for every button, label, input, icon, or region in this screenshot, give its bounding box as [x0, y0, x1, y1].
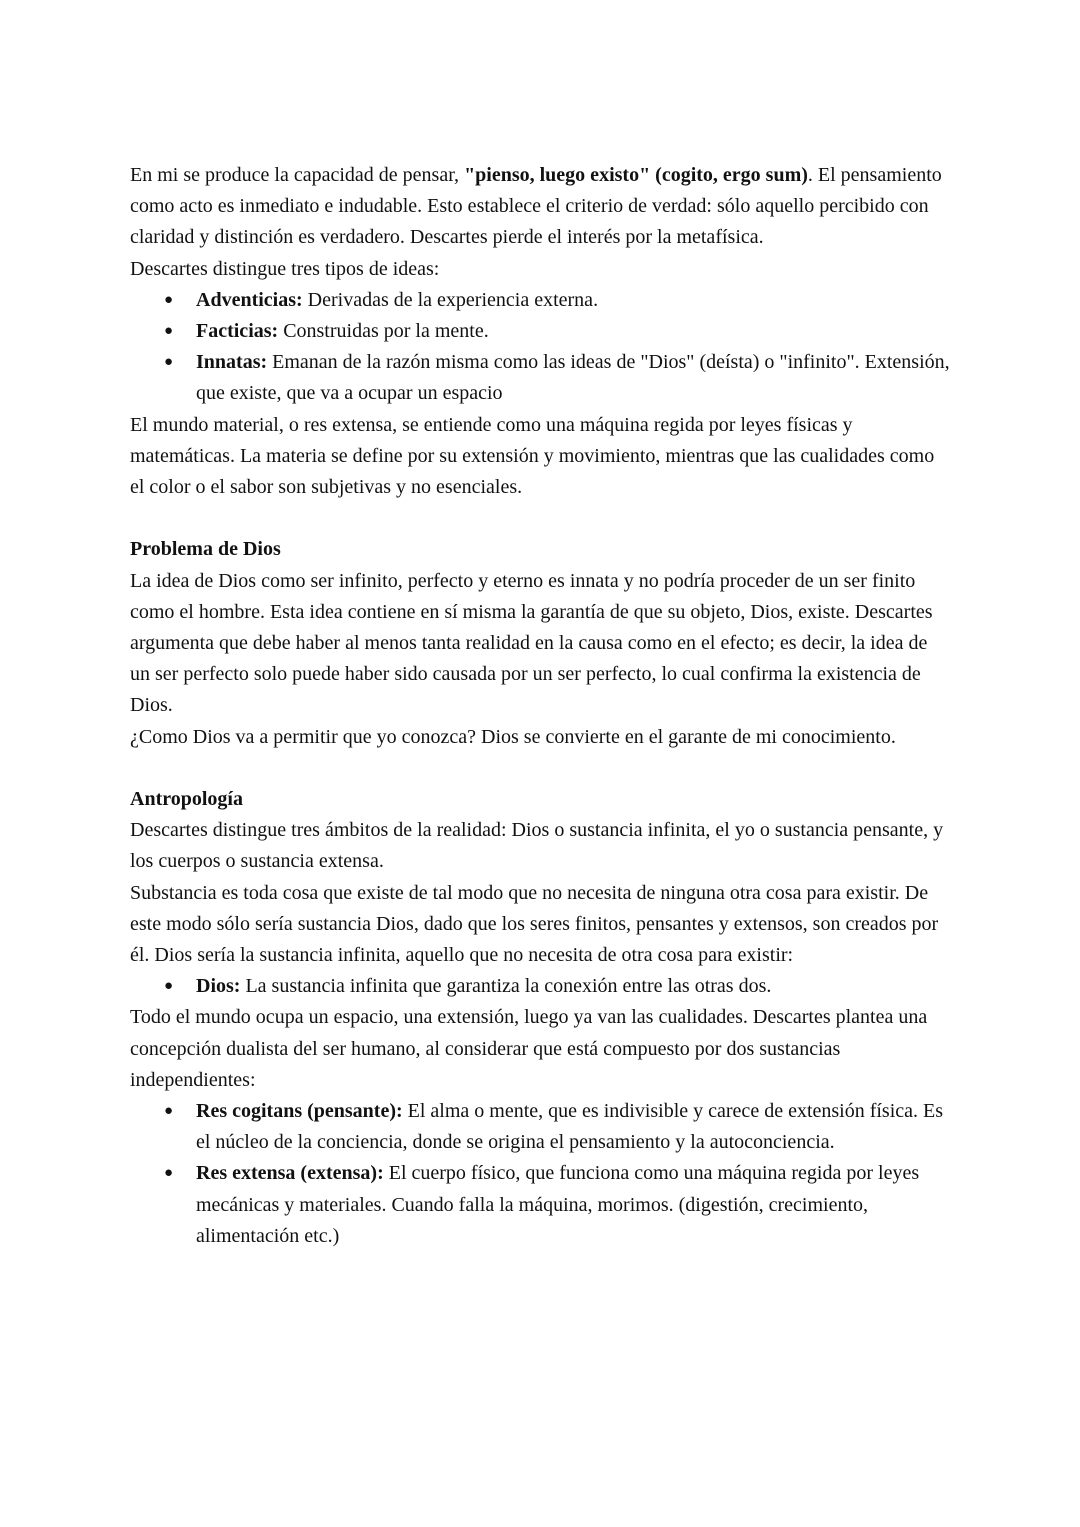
list-item-term: Res extensa (extensa):	[196, 1162, 384, 1185]
antropologia-paragraph-2: Substancia es toda cosa que existe de tal modo que no necesita de ninguna otra cosa para existir. De este modo sólo sería sustancia Dios, dado que los seres finitos, pensantes y extensos, son creados por él. Dios sería la sustancia infinita, aquello que no necesita de otra cosa para existir:	[130, 881, 939, 967]
list-item-text: La sustancia infinita que garantiza la conexión entre las otras dos.	[240, 975, 772, 998]
res-extensa-paragraph: El mundo material, o res extensa, se entiende como una máquina regida por leyes físicas y matemáticas. La materia se define por su extensión y movimiento, mientras que las cualidades como el color o el sabor son subjetivas y no esenciales.	[130, 413, 935, 499]
antropologia-paragraph-1: Descartes distingue tres ámbitos de la realidad: Dios o sustancia infinita, el yo o sustancia pensante, y los cuerpos o sustancia extensa.	[130, 819, 944, 873]
dios-paragraph-2: ¿Como Dios va a permitir que yo conozca? Dios se convierte en el garante de mi conocimiento.	[130, 725, 896, 748]
ideas-intro-paragraph: Descartes distingue tres tipos de ideas:	[130, 257, 440, 280]
list-item-dios	[130, 971, 950, 1002]
sustancia-list	[130, 971, 950, 1002]
section-heading-antropologia: Antropología	[130, 788, 243, 811]
cogito-lead-text: En mi se produce la capacidad de pensar,	[130, 164, 465, 186]
list-item-term: Dios:	[196, 975, 241, 998]
list-item-text: Emanan de la razón misma como las ideas de "Dios" (deísta) o "infinito". Extensión, que existe, que va a ocupar un espacio	[196, 351, 950, 405]
list-item-text: Construidas por la mente.	[278, 320, 489, 343]
section-heading-dios: Problema de Dios	[130, 538, 281, 561]
intro-paragraph-cogito	[130, 160, 950, 254]
list-item-term: Res cogitans (pensante):	[196, 1100, 403, 1123]
list-item-term: Facticias:	[196, 320, 279, 343]
cogito-bold-text: "pienso, luego existo" (cogito, ergo sum)	[464, 164, 808, 186]
list-item-term: Innatas:	[196, 351, 268, 374]
list-item-term: Adventicias:	[196, 288, 303, 311]
list-item-text: Derivadas de la experiencia externa.	[302, 288, 599, 311]
paragraph-spacer	[130, 503, 950, 534]
antropologia-paragraph-3: Todo el mundo ocupa un espacio, una extensión, luego ya van las cualidades. Descartes plantea una concepción dualista del ser humano, al considerar que está compuesto por dos sustancias independientes:	[130, 1006, 928, 1091]
list-item-innatas	[130, 347, 950, 409]
list-item-res-cogitans	[130, 1096, 950, 1158]
document-page	[130, 160, 950, 1252]
ideas-list	[130, 285, 950, 410]
dios-paragraph-1: La idea de Dios como ser infinito, perfecto y eterno es innata y no podría proceder de un ser finito como el hombre. Esta idea contiene en sí misma la garantía de que su objeto, Dios, existe. Descartes argumenta que debe haber al menos tanta realidad en la causa como en el efecto; es decir, la idea de un ser perfecto solo puede haber sido causada por un ser perfecto, lo cual confirma la existencia de Dios.	[130, 569, 933, 717]
list-item-facticias	[130, 316, 950, 347]
cogito-rest-text: . El pensamiento como acto es inmediato e indudable. Esto establece el criterio de verdad: sólo aquello percibido con claridad y distinción es verdadero. Descartes pierde el interés por la metafísica.	[130, 164, 942, 249]
dualism-list	[130, 1096, 950, 1252]
list-item-adventicias	[130, 285, 950, 316]
list-item-res-extensa	[130, 1158, 950, 1252]
paragraph-spacer	[130, 753, 950, 784]
list-item-text: El alma o mente, que es indivisible y carece de extensión física. Es el núcleo de la conciencia, donde se origina el pensamiento y la autoconciencia.	[196, 1100, 944, 1154]
list-item-text: El cuerpo físico, que funciona como una máquina regida por leyes mecánicas y materiales. Cuando falla la máquina, morimos. (digestión, crecimiento, alimentación etc.)	[196, 1162, 920, 1247]
